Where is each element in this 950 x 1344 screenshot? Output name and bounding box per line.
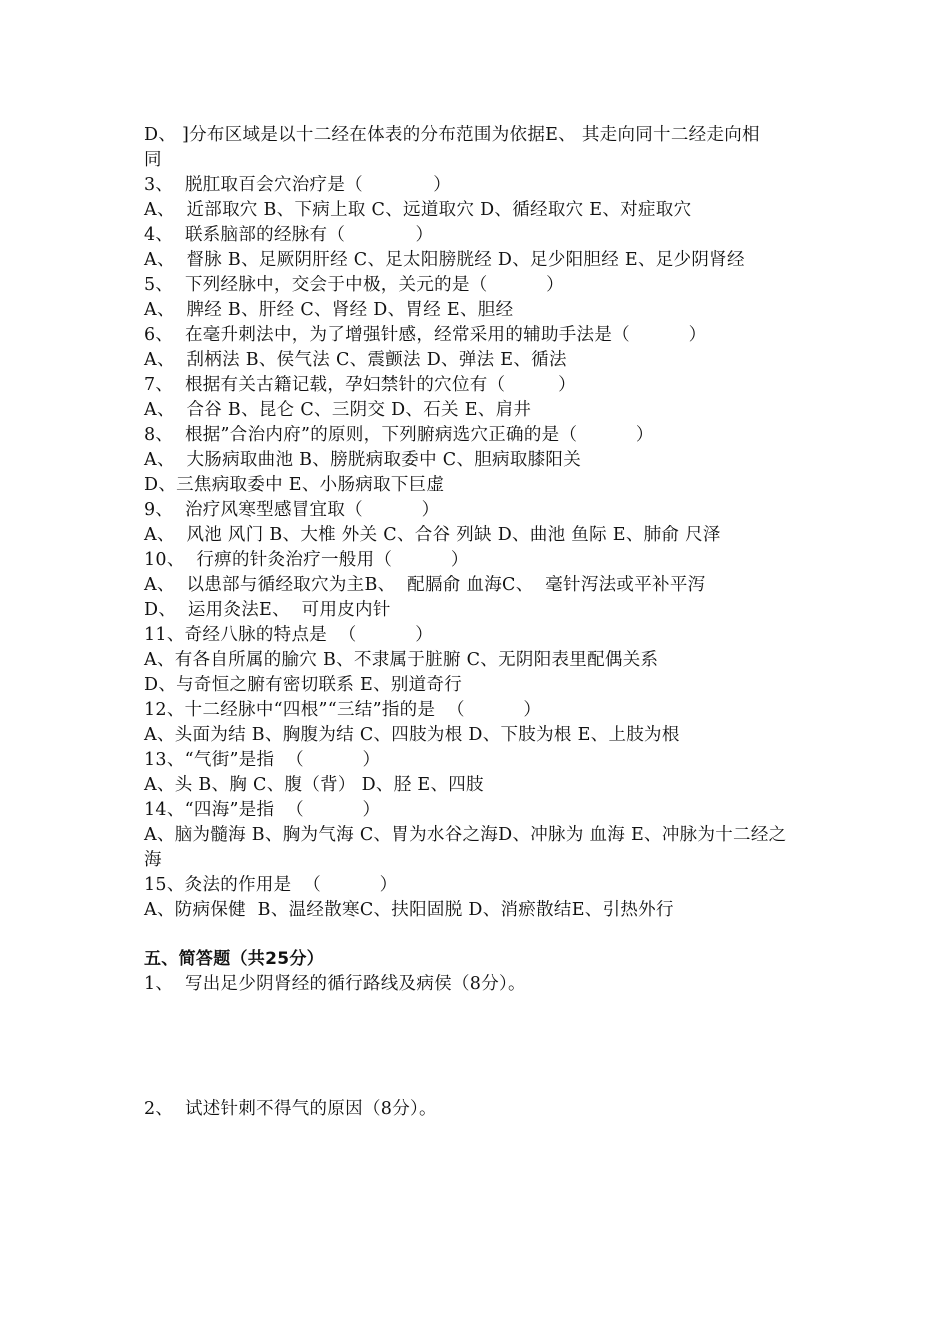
options-3: A、 近部取穴 B、下病上取 C、远道取穴 D、循经取穴 E、对症取穴 (144, 200, 692, 220)
section-heading: 五、简答题（共25分） (144, 949, 324, 969)
options-5: A、 脾经 B、肝经 C、肾经 D、胃经 E、胆经 (144, 300, 514, 320)
short-answer-question-1: 1、 写出足少阴肾经的循行路线及病侯（8分）。 (144, 974, 526, 994)
options-14a: A、脑为髓海 B、胸为气海 C、胃为水谷之海D、冲脉为 血海 E、冲脉为十二经之 (144, 825, 787, 845)
question-3: 3、 脱肛取百会穴治疗是（ ） (144, 175, 452, 195)
options-12: A、头面为结 B、胸腹为结 C、四肢为根 D、下肢为根 E、上肢为根 (144, 725, 680, 745)
options-11a: A、有各自所属的腧穴 B、不隶属于脏腑 C、无阴阳表里配偶关系 (144, 650, 659, 670)
question-12: 12、十二经脉中“四根”“三结”指的是 （ ） (144, 700, 542, 720)
question-11: 11、奇经八脉的特点是 （ ） (144, 625, 434, 645)
text-line: D、 ]分布区域是以十二经在体表的分布范围为依据E、 其走向同十二经走向相 (144, 125, 760, 145)
question-5: 5、 下列经脉中，交会于中极，关元的是（ ） (144, 275, 564, 295)
options-7: A、 合谷 B、昆仑 C、三阴交 D、石关 E、肩井 (144, 400, 532, 420)
text-line: 同 (144, 150, 162, 170)
question-15: 15、灸法的作用是 （ ） (144, 875, 398, 895)
options-4: A、 督脉 B、足厥阴肝经 C、足太阳膀胱经 D、足少阳胆经 E、足少阴肾经 (144, 250, 745, 270)
options-8b: D、三焦病取委中 E、小肠病取下巨虚 (144, 475, 445, 495)
short-answer-question-2: 2、 试述针刺不得气的原因（8分）。 (144, 1099, 437, 1119)
question-6: 6、 在毫升刺法中，为了增强针感，经常采用的辅助手法是（ ） (144, 325, 707, 345)
options-8a: A、 大肠病取曲池 B、膀胱病取委中 C、胆病取膝阳关 (144, 450, 582, 470)
question-9: 9、 治疗风寒型感冒宜取（ ） (144, 500, 440, 520)
options-15: A、防病保健 B、温经散寒C、扶阳固脱 D、消瘀散结E、引热外行 (144, 900, 674, 920)
options-6: A、 刮柄法 B、侯气法 C、震颤法 D、弹法 E、循法 (144, 350, 567, 370)
question-7: 7、 根据有关古籍记载，孕妇禁针的穴位有（ ） (144, 375, 576, 395)
options-13: A、头 B、胸 C、腹（背） D、胫 E、四肢 (144, 775, 484, 795)
options-10b: D、 运用灸法E、 可用皮内针 (144, 600, 391, 620)
question-10: 10、 行痹的针灸治疗一般用（ ） (144, 550, 469, 570)
options-11b: D、与奇恒之腑有密切联系 E、别道奇行 (144, 675, 463, 695)
options-14b: 海 (144, 850, 162, 870)
question-4: 4、 联系脑部的经脉有（ ） (144, 225, 434, 245)
options-9: A、 风池 风门 B、大椎 外关 C、合谷 列缺 D、曲池 鱼际 E、肺俞 尺泽 (144, 525, 721, 545)
question-13: 13、“气街”是指 （ ） (144, 750, 381, 770)
question-14: 14、“四海”是指 （ ） (144, 800, 381, 820)
question-8: 8、 根据”合治内府”的原则，下列腑病选穴正确的是（ ） (144, 425, 654, 445)
options-10a: A、 以患部与循经取穴为主B、 配膈俞 血海C、 毫针泻法或平补平泻 (144, 575, 706, 595)
